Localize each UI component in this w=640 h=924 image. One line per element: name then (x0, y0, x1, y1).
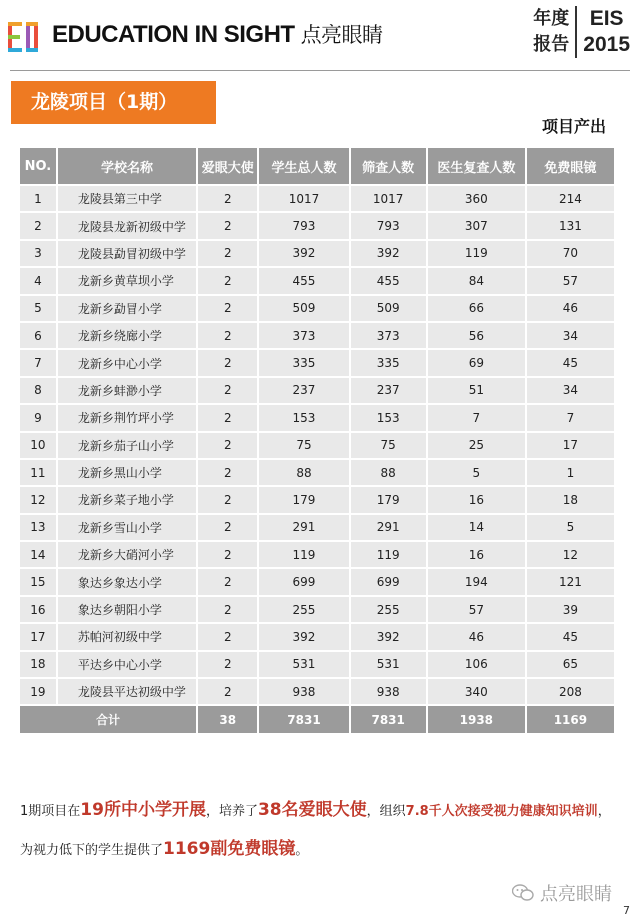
row-number: 8 (20, 378, 56, 403)
table-cell: 39 (527, 597, 614, 622)
table-cell: 237 (351, 378, 426, 403)
school-name: 龙新乡黑山小学 (58, 460, 196, 485)
school-name: 苏帕河初级中学 (58, 624, 196, 649)
table-cell: 531 (351, 652, 426, 677)
table-row (20, 679, 614, 704)
report-line1: 年度 (533, 8, 570, 29)
table-cell: 699 (351, 569, 426, 594)
summary-text: ， (597, 804, 611, 819)
row-number: 13 (20, 515, 56, 540)
table-cell: 18 (527, 487, 614, 512)
school-name: 象达乡象达小学 (58, 569, 196, 594)
table-cell: 16 (428, 487, 525, 512)
school-name: 平达乡中心小学 (58, 652, 196, 677)
school-name: 龙陵县龙新初级中学 (58, 213, 196, 238)
table-row (20, 350, 614, 375)
report-label (533, 6, 630, 58)
table-cell: 793 (351, 213, 426, 238)
table-cell: 307 (428, 213, 525, 238)
table-row (20, 296, 614, 321)
row-number: 12 (20, 487, 56, 512)
table-cell: 2 (198, 186, 257, 211)
wechat-account-name: 点亮眼睛 (540, 884, 612, 905)
table-cell: 45 (527, 624, 614, 649)
table-cell: 7 (527, 405, 614, 430)
table-cell: 392 (259, 241, 348, 266)
table-cell: 25 (428, 433, 525, 458)
table-cell: 119 (428, 241, 525, 266)
table-cell: 88 (259, 460, 348, 485)
table-cell: 16 (428, 542, 525, 567)
school-name: 龙新乡蚌渺小学 (58, 378, 196, 403)
table-cell: 2 (198, 679, 257, 704)
school-name: 龙新乡绕廊小学 (58, 323, 196, 348)
table-cell: 455 (351, 268, 426, 293)
table-cell: 455 (259, 268, 348, 293)
table-cell: 2 (198, 515, 257, 540)
table-cell: 208 (527, 679, 614, 704)
summary-text: 1期项目在 (20, 804, 81, 819)
table-cell: 57 (428, 597, 525, 622)
column-header: NO. (20, 148, 56, 184)
brand-english: EDUCATION IN SIGHT (52, 21, 295, 48)
table-cell: 106 (428, 652, 525, 677)
row-number: 6 (20, 323, 56, 348)
table-cell: 392 (259, 624, 348, 649)
section-subtitle: 项目产出 (541, 117, 606, 136)
total-cell: 1938 (428, 706, 525, 733)
table-row (20, 433, 614, 458)
table-cell: 360 (428, 186, 525, 211)
table-cell: 2 (198, 569, 257, 594)
total-cell: 38 (198, 706, 257, 733)
table-row (20, 652, 614, 677)
table-cell: 66 (428, 296, 525, 321)
table-row (20, 487, 614, 512)
table-cell: 56 (428, 323, 525, 348)
row-number: 10 (20, 433, 56, 458)
summary-text: ，培养了 (205, 804, 258, 819)
logo-icon (8, 22, 42, 52)
table-cell: 194 (428, 569, 525, 594)
table-cell: 1017 (259, 186, 348, 211)
total-cell: 1169 (527, 706, 614, 733)
table-row (20, 323, 614, 348)
row-number: 4 (20, 268, 56, 293)
school-name: 龙新乡黄草坝小学 (58, 268, 196, 293)
table-cell: 237 (259, 378, 348, 403)
summary-highlight: 19所中小学开展 (80, 800, 206, 820)
summary-highlight: 1169副免费眼镜 (163, 839, 296, 859)
table-cell: 46 (428, 624, 525, 649)
page-number: 7 (623, 904, 630, 917)
total-cell: 7831 (351, 706, 426, 733)
column-header: 爱眼大使 (198, 148, 257, 184)
table-cell: 938 (259, 679, 348, 704)
table-cell: 2 (198, 652, 257, 677)
table-cell: 2 (198, 268, 257, 293)
table-row (20, 241, 614, 266)
table-cell: 2 (198, 597, 257, 622)
row-number: 3 (20, 241, 56, 266)
table-cell: 1017 (351, 186, 426, 211)
table-cell: 65 (527, 652, 614, 677)
table-cell: 57 (527, 268, 614, 293)
school-name: 龙新乡茄子山小学 (58, 433, 196, 458)
table-cell: 2 (198, 241, 257, 266)
table-cell: 291 (351, 515, 426, 540)
table-cell: 119 (351, 542, 426, 567)
section-title: 龙陵项目（1期） (11, 81, 216, 124)
row-number: 14 (20, 542, 56, 567)
table-cell: 1 (527, 460, 614, 485)
table-cell: 34 (527, 323, 614, 348)
table-cell: 2 (198, 405, 257, 430)
table-row (20, 213, 614, 238)
brand-title (52, 19, 383, 49)
table-cell: 291 (259, 515, 348, 540)
table-cell: 2 (198, 542, 257, 567)
table-cell: 938 (351, 679, 426, 704)
table-cell: 335 (351, 350, 426, 375)
table-cell: 2 (198, 624, 257, 649)
table-cell: 509 (259, 296, 348, 321)
table-cell: 153 (351, 405, 426, 430)
summary-line-1 (20, 795, 625, 820)
table-cell: 255 (259, 597, 348, 622)
row-number: 7 (20, 350, 56, 375)
school-name: 龙新乡荆竹坪小学 (58, 405, 196, 430)
table-cell: 373 (259, 323, 348, 348)
table-cell: 45 (527, 350, 614, 375)
row-number: 11 (20, 460, 56, 485)
table-cell: 2 (198, 323, 257, 348)
summary-text: ，组织 (366, 804, 406, 819)
table-cell: 2 (198, 487, 257, 512)
table-cell: 121 (527, 569, 614, 594)
table-cell: 84 (428, 268, 525, 293)
table-cell: 509 (351, 296, 426, 321)
row-number: 2 (20, 213, 56, 238)
summary-highlight: 7.8千人次接受视力健康知识培训 (405, 804, 598, 819)
table-cell: 793 (259, 213, 348, 238)
table-cell: 5 (527, 515, 614, 540)
table-row (20, 569, 614, 594)
table-cell: 14 (428, 515, 525, 540)
total-cell: 7831 (259, 706, 348, 733)
wechat-watermark (512, 880, 612, 906)
table-row (20, 515, 614, 540)
table-row (20, 405, 614, 430)
report-code: EIS (589, 7, 624, 30)
report-year: 2015 (583, 33, 630, 56)
table-cell: 392 (351, 241, 426, 266)
table-cell: 51 (428, 378, 525, 403)
table-header-row (20, 148, 614, 184)
table-cell: 214 (527, 186, 614, 211)
column-header: 学校名称 (58, 148, 196, 184)
wechat-icon (512, 884, 534, 902)
table-cell: 75 (259, 433, 348, 458)
table-cell: 75 (351, 433, 426, 458)
table-cell: 2 (198, 378, 257, 403)
table-row (20, 186, 614, 211)
table-cell: 70 (527, 241, 614, 266)
table-cell: 153 (259, 405, 348, 430)
brand-chinese: 点亮眼睛 (300, 24, 383, 47)
table-total-row (20, 706, 614, 733)
table-cell: 2 (198, 296, 257, 321)
table-cell: 131 (527, 213, 614, 238)
table-cell: 531 (259, 652, 348, 677)
project-output-table (18, 146, 616, 735)
table-cell: 2 (198, 460, 257, 485)
row-number: 1 (20, 186, 56, 211)
row-number: 16 (20, 597, 56, 622)
table-cell: 7 (428, 405, 525, 430)
table-cell: 2 (198, 433, 257, 458)
table-cell: 34 (527, 378, 614, 403)
table-cell: 699 (259, 569, 348, 594)
school-name: 龙陵县勐冒初级中学 (58, 241, 196, 266)
column-header: 学生总人数 (259, 148, 348, 184)
table-row (20, 597, 614, 622)
school-name: 龙新乡菜子地小学 (58, 487, 196, 512)
row-number: 9 (20, 405, 56, 430)
table-cell: 88 (351, 460, 426, 485)
row-number: 5 (20, 296, 56, 321)
table-cell: 2 (198, 213, 257, 238)
row-number: 17 (20, 624, 56, 649)
table-row (20, 542, 614, 567)
report-line2: 报告 (533, 34, 570, 55)
row-number: 19 (20, 679, 56, 704)
column-header: 医生复查人数 (428, 148, 525, 184)
table-cell: 2 (198, 350, 257, 375)
school-name: 龙新乡中心小学 (58, 350, 196, 375)
table-cell: 179 (351, 487, 426, 512)
table-cell: 17 (527, 433, 614, 458)
school-name: 龙陵县平达初级中学 (58, 679, 196, 704)
table-cell: 119 (259, 542, 348, 567)
table-row (20, 624, 614, 649)
row-number: 18 (20, 652, 56, 677)
summary-text: 为视力低下的学生提供了 (20, 843, 164, 858)
column-header: 免费眼镜 (527, 148, 614, 184)
table-cell: 179 (259, 487, 348, 512)
total-label: 合计 (20, 706, 196, 733)
school-name: 象达乡朝阳小学 (58, 597, 196, 622)
table-cell: 335 (259, 350, 348, 375)
school-name: 龙陵县第三中学 (58, 186, 196, 211)
table-row (20, 460, 614, 485)
column-header: 筛查人数 (351, 148, 426, 184)
school-name: 龙新乡雪山小学 (58, 515, 196, 540)
summary-text: 。 (295, 843, 309, 858)
table-cell: 12 (527, 542, 614, 567)
table-cell: 255 (351, 597, 426, 622)
table-cell: 5 (428, 460, 525, 485)
row-number: 15 (20, 569, 56, 594)
table-cell: 69 (428, 350, 525, 375)
summary-highlight: 38名爱眼大使 (257, 800, 367, 820)
table-cell: 46 (527, 296, 614, 321)
header-divider (10, 70, 630, 71)
table-cell: 373 (351, 323, 426, 348)
table-cell: 340 (428, 679, 525, 704)
school-name: 龙新乡勐冒小学 (58, 296, 196, 321)
table-row (20, 378, 614, 403)
table-cell: 392 (351, 624, 426, 649)
school-name: 龙新乡大硝河小学 (58, 542, 196, 567)
summary-line-2 (20, 834, 625, 859)
table-row (20, 268, 614, 293)
